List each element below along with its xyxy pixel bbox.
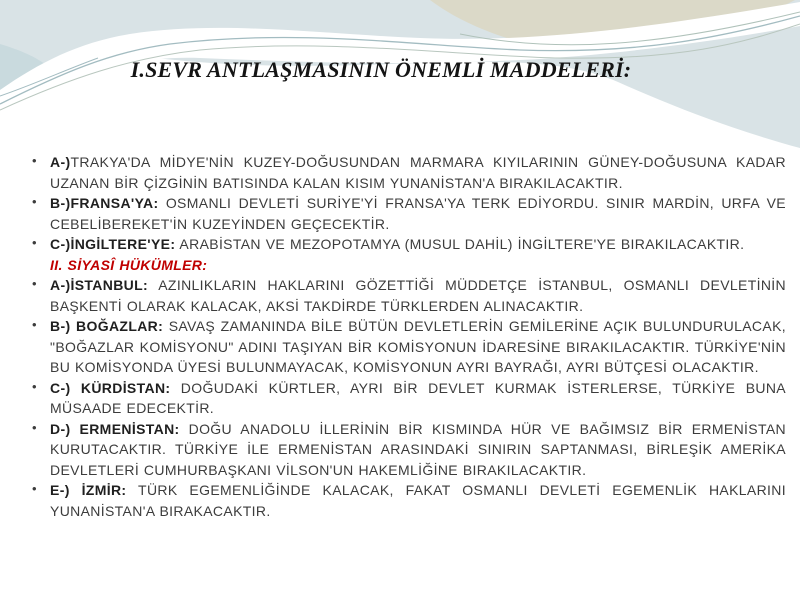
- bullet-label: C-) KÜRDİSTAN:: [50, 379, 171, 396]
- bullet-text: DOĞU ANADOLU İLLERİNİN BİR KISMINDA HÜR VE BAĞIMSIZ BİR ERMENİSTAN KURUTACAKTIR. TÜRKİYE İLE ERMENİSTAN ARASINDAKİ SINIRIN SAPTANMASI, BİRLEŞİK AMERİKA DEVLETLERİ CUMHURBAŞKANI VİLSON'UN HAKEMLİĞİNE BIRAKILACAKTIR.: [50, 420, 786, 478]
- slide-title: I.SEVR ANTLAŞMASININ ÖNEMLİ MADDELERİ:: [130, 57, 632, 82]
- bullet-text: TÜRK EGEMENLİĞİNDE KALACAK, FAKAT OSMANLI DEVLETİ EGEMENLİK HAKLARINI YUNANİSTAN'A BIRAKACAKTIR.: [50, 482, 787, 519]
- bullet-label: B-) BOĞAZLAR:: [50, 318, 164, 334]
- bullet-list: [30, 152, 786, 521]
- bullet-label: A-)İSTANBUL:: [50, 277, 149, 293]
- bullet-label: C-)İNGİLTERE'YE:: [50, 236, 176, 252]
- bullet-text: DOĞUDAKİ KÜRTLER, AYRI BİR DEVLET KURMAK İSTERLERSE, TÜRKİYE BUNA MÜSAADE EDECEKTİR.: [50, 379, 786, 416]
- bullet-item-d-ermenistan: [30, 419, 786, 481]
- section-heading-text: II. SİYASÎ HÜKÜMLER:: [50, 256, 208, 273]
- bullet-label: A-): [50, 154, 71, 170]
- bullet-text: AZINLIKLARIN HAKLARINI GÖZETTİĞİ MÜDDETÇE İSTANBUL, OSMANLI DEVLETİNİN BAŞKENTİ OLARAK KALACAK, AKSİ TAKDİRDE TÜRKLERDEN ALINACAKTIR.: [50, 277, 787, 314]
- bullet-text: TRAKYA'DA MİDYE'NİN KUZEY-DOĞUSUNDAN MARMARA KIYILARININ GÜNEY-DOĞUSUNA KADAR UZANAN BİR ÇİZGİNİN BATISINDA KALAN KISIM YUNANİSTAN'A BIRAKILACAKTIR.: [50, 154, 786, 191]
- bullet-item-a-istanbul: [30, 275, 786, 316]
- bullet-item-a-trakya: [30, 152, 786, 193]
- bullet-label: B-)FRANSA'YA:: [50, 195, 159, 211]
- bullet-label: D-) ERMENİSTAN:: [50, 420, 180, 437]
- bullet-text: SAVAŞ ZAMANINDA BİLE BÜTÜN DEVLETLERİN GEMİLERİNE AÇIK BULUNDURULACAK, "BOĞAZLAR KOMİSYONU" ADINI TAŞIYAN BİR KOMİSYONUN İDARESİNE BIRAKILACAKTIR. TÜRKİYE'NİN BU KOMİSYONDA ÜYESİ BULUNMAYACAK, KOMİSYONUN AYRI BAYRAĞI, AYRI BÜTÇESİ OLACAKTIR.: [50, 318, 786, 375]
- bullet-item-b-bogazlar: [30, 316, 786, 378]
- bullet-item-c-kurdistan: [30, 378, 786, 419]
- bullet-text: ARABİSTAN VE MEZOPOTAMYA (MUSUL DAHİL) İNGİLTERE'YE BIRAKILACAKTIR.: [179, 236, 745, 252]
- bullet-label: E-) İZMİR:: [50, 482, 127, 498]
- bullet-item-c-ingiltere: [30, 234, 786, 255]
- bullet-item-b-fransa: [30, 193, 786, 234]
- section-heading-siyasi-hukumler: [30, 255, 786, 276]
- bullet-text: OSMANLI DEVLETİ SURİYE'Yİ FRANSA'YA TERK EDİYORDU. SINIR MARDİN, URFA VE CEBELİBEREKET'İN KUZEYİNDEN GEÇECEKTİR.: [50, 195, 786, 232]
- slide-body: [30, 152, 786, 521]
- bullet-item-e-izmir: [30, 480, 786, 521]
